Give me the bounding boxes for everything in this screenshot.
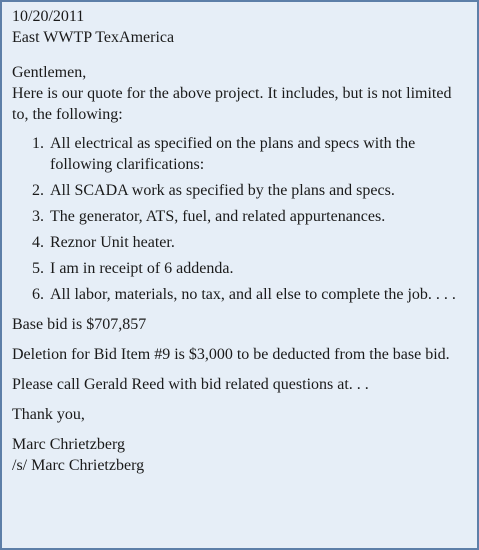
list-item-number: 4. — [32, 234, 44, 251]
deletion-note: Deletion for Bid Item #9 is $3,000 to be deducted from the base bid. — [12, 346, 450, 363]
base-bid: Base bid is $707,857 — [12, 316, 147, 333]
list-item — [12, 180, 467, 201]
closing: Thank you, — [12, 406, 85, 423]
signature: /s/ Marc Chrietzberg — [12, 457, 145, 474]
letter-date: 10/20/2011 — [12, 8, 85, 25]
list-item-number: 3. — [32, 208, 44, 225]
list-item-number: 6. — [32, 286, 44, 303]
list-item — [12, 284, 467, 305]
list-item-number: 1. — [32, 135, 44, 152]
intro-paragraph: Here is our quote for the above project. It includes, but is not limited to, the following: — [12, 85, 452, 123]
list-item — [12, 206, 467, 227]
list-item-text: The generator, ATS, fuel, and related appurtenances. — [50, 208, 386, 225]
inclusions-list — [12, 133, 467, 305]
list-item — [12, 133, 467, 175]
list-item-text: I am in receipt of 6 addenda. — [50, 260, 234, 277]
greeting: Gentlemen, — [12, 64, 87, 81]
signer-name: Marc Chrietzberg — [12, 436, 125, 453]
list-item — [12, 232, 467, 253]
list-item-number: 5. — [32, 260, 44, 277]
list-item-number: 2. — [32, 182, 44, 199]
list-item-text: All labor, materials, no tax, and all else to complete the job. . . . — [50, 286, 456, 303]
project-name: East WWTP TexAmerica — [12, 29, 175, 46]
list-item-text: Reznor Unit heater. — [50, 234, 175, 251]
list-item-text: All SCADA work as specified by the plans and specs. — [50, 182, 395, 199]
contact-note: Please call Gerald Reed with bid related questions at. . . — [12, 376, 369, 393]
list-item — [12, 258, 467, 279]
list-item-text: All electrical as specified on the plans and specs with the following clarifications: — [50, 135, 416, 173]
